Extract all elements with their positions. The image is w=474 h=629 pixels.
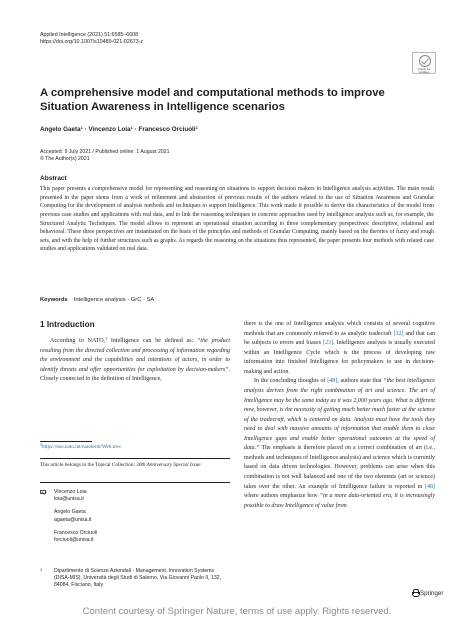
text-run: and that can be subjects to errors and biases <box>244 330 435 347</box>
correspondence-name: Francesco Orciuoli <box>54 529 98 536</box>
correspondence-entry <box>40 509 230 523</box>
text-run: where authors emphasize how <box>244 493 320 500</box>
correspondence-email[interactable]: loia@unisa.it <box>54 496 84 503</box>
text-run: . Intelligence analysis is usually executed within an Intelligence Cycle which is the process of developing raw information into finished Intelligence for policymakers to use in decision-making and action. <box>244 340 435 375</box>
check-for-updates-badge[interactable] <box>412 52 436 74</box>
author-list <box>40 126 198 133</box>
abstract-text: This paper presents a comprehensive model for representing and reasoning on situations to support decision makers in Intelligence analysis activities. The main result presented in the paper stems from a work of refinement and abstraction of previous results of the authors related to the use of Situation Awareness and Granular Computing for the development of analysis methods and techniques to support Intelligence. This work made it possible to derive the characteristics of the model from previous case studies and applications with real data, and to link the reasoning techniques to concrete approaches used by intelligence analysts such as, for example, the Structured Analytic Techniques. The model allows to represent an operational situation according to three complementary perspectives: descriptive, relational and behavioral. These three perspectives are instantiated on the basis of the principles and methods of Granular Computing, mainly based on the theories of fuzzy and rough sets, and with the help of further structures such as graphs. As regards the reasoning on the situations thus represented, the paper presents four methods with related case studies and applications validated on real data. <box>40 186 434 253</box>
check-for-updates-icon <box>419 55 431 67</box>
citation-link[interactable]: [48] <box>327 378 338 385</box>
doi-link[interactable]: https://doi.org/10.1007/s10489-021-02673-z <box>40 39 144 45</box>
left-column-text <box>40 337 230 385</box>
correspondence-block <box>40 489 230 550</box>
affiliation-number: 1 <box>40 568 43 572</box>
section-heading-introduction: 1 Introduction <box>40 320 95 329</box>
citation-link[interactable]: [23] <box>323 340 334 347</box>
intro-paragraph <box>40 337 230 385</box>
collection-text: This article belongs to the Topical Collection: <box>40 462 137 468</box>
author-name[interactable]: Vincenzo Loia <box>88 126 131 133</box>
collection-divider <box>40 458 230 459</box>
correspondence-entry <box>40 489 230 503</box>
keywords <box>40 297 154 303</box>
text-run: Closely connected to the definition of Intelligence, <box>40 376 162 383</box>
correspondence-email[interactable]: agaeta@unisa.it <box>54 516 92 523</box>
publication-dates <box>40 149 170 163</box>
right-column-text <box>244 320 435 511</box>
nato-quote: “the product resulting from the directed collection and processing of information regarding the environment and the capabilities and intentions of actors, in order to identify threats and offer opportunities for exploitation by decision-makers”. <box>40 338 231 373</box>
author-separator: · <box>132 126 139 133</box>
correspondence-entry <box>40 530 230 544</box>
author-affil-sup: 1 <box>130 125 133 130</box>
author-name[interactable]: Angelo Gaeta <box>40 126 81 133</box>
paper-title: A comprehensive model and computational methods to improve Situation Awareness in Intelligence scenarios <box>40 87 385 113</box>
journal-info <box>40 32 143 46</box>
correspondence-name: Angelo Gaeta <box>54 509 86 516</box>
intro-paragraph-2 <box>244 377 435 511</box>
copyright: © The Author(s) 2021 <box>40 156 90 163</box>
author-affil-sup: 1 <box>195 125 198 130</box>
author-separator: · <box>82 126 89 133</box>
text-run: In the concluding thoughts of <box>254 378 328 385</box>
courtesy-watermark: Content courtesy of Springer Nature, terms of use apply. Rights reserved. <box>82 606 392 617</box>
text-run: , authors state that <box>337 378 384 385</box>
footnote-url[interactable]: https://nso.nato.int/natoterm/Web.mvc <box>42 444 122 450</box>
quote: “in a more data-oriented era, it is increasingly possible to draw Intelligence of value from <box>244 493 435 509</box>
citation-link[interactable]: [32] <box>393 330 404 337</box>
topical-collection-note <box>40 462 230 469</box>
text-run: there is the one of Intelligence analysis which consists of several cognitive methods that are commonly referred to as analytic tradecraft <box>244 321 435 337</box>
accepted-published-dates: Accepted: 9 July 2021 / Published online: 1 August 2021 <box>40 149 170 155</box>
quote: “the best intelligence analysis derives from the right combination of art and science. The art of Intelligence may be the same today as it was 2,000 years ago. What is different now, however, is the necessity of getting much better much faster at the science of the tradecraft, which is centered on data. Analysts must have the tools they need to deal with massive amounts of information that enable them to close Intelligence gaps and enable better operational outcomes at the speed of data.” <box>244 378 435 452</box>
badge-label-line2: updates <box>418 69 430 74</box>
collection-name: 30th Anniversary Special Issue <box>136 462 201 468</box>
footnote-ref[interactable]: 1 <box>105 336 108 341</box>
text-run: The emphasis is therefore placed on a correct combination of art (i.e., methods and techniques of Intelligence analysis) and science which is currently based on data driven technologies. However, problems can arise when this combination is not well balanced and one of the two elements (art or science) takes over the other. An example of Intelligence failure is reported in <box>244 445 435 490</box>
journal-citation: Applied Intelligence (2021) 51:6585–6608 <box>40 32 139 38</box>
footnote-divider <box>40 441 92 442</box>
affiliation <box>40 568 230 590</box>
author-affil-sup: 1 <box>80 125 83 130</box>
keywords-label: Keywords <box>40 297 68 303</box>
abstract-heading: Abstract <box>40 175 67 182</box>
correspondence-email[interactable]: forciuoli@unisa.it <box>54 537 94 544</box>
citation-link[interactable]: [48] <box>425 483 435 490</box>
publisher-name: Springer <box>420 590 444 597</box>
intro-paragraph-continued <box>244 320 435 377</box>
keywords-text: Intelligence analysis · GrC · SA <box>73 297 155 303</box>
author-name[interactable]: Francesco Orciuoli <box>138 126 196 133</box>
text-run: According to NATO, <box>50 338 106 344</box>
envelope-icon <box>40 490 46 494</box>
publisher-logo <box>412 589 443 597</box>
footnote <box>40 444 122 451</box>
springer-horse-icon <box>412 589 418 596</box>
text-run: Intelligence can be defined as: <box>107 338 198 344</box>
footnote-number: 1 <box>40 442 42 447</box>
correspondence-name: Vincenzo Loia <box>54 489 87 495</box>
collection-divider-bottom <box>40 482 230 483</box>
affiliation-text: Dipartimento di Scienze Aziendali - Management, Innovation Systems (DISA-MIS), Università degli Studi di Salerno, Via Giovanni Paolo II, 132, 84084, Fisciano, Italy <box>54 568 222 589</box>
badge-label-line1: Check for <box>417 66 431 71</box>
